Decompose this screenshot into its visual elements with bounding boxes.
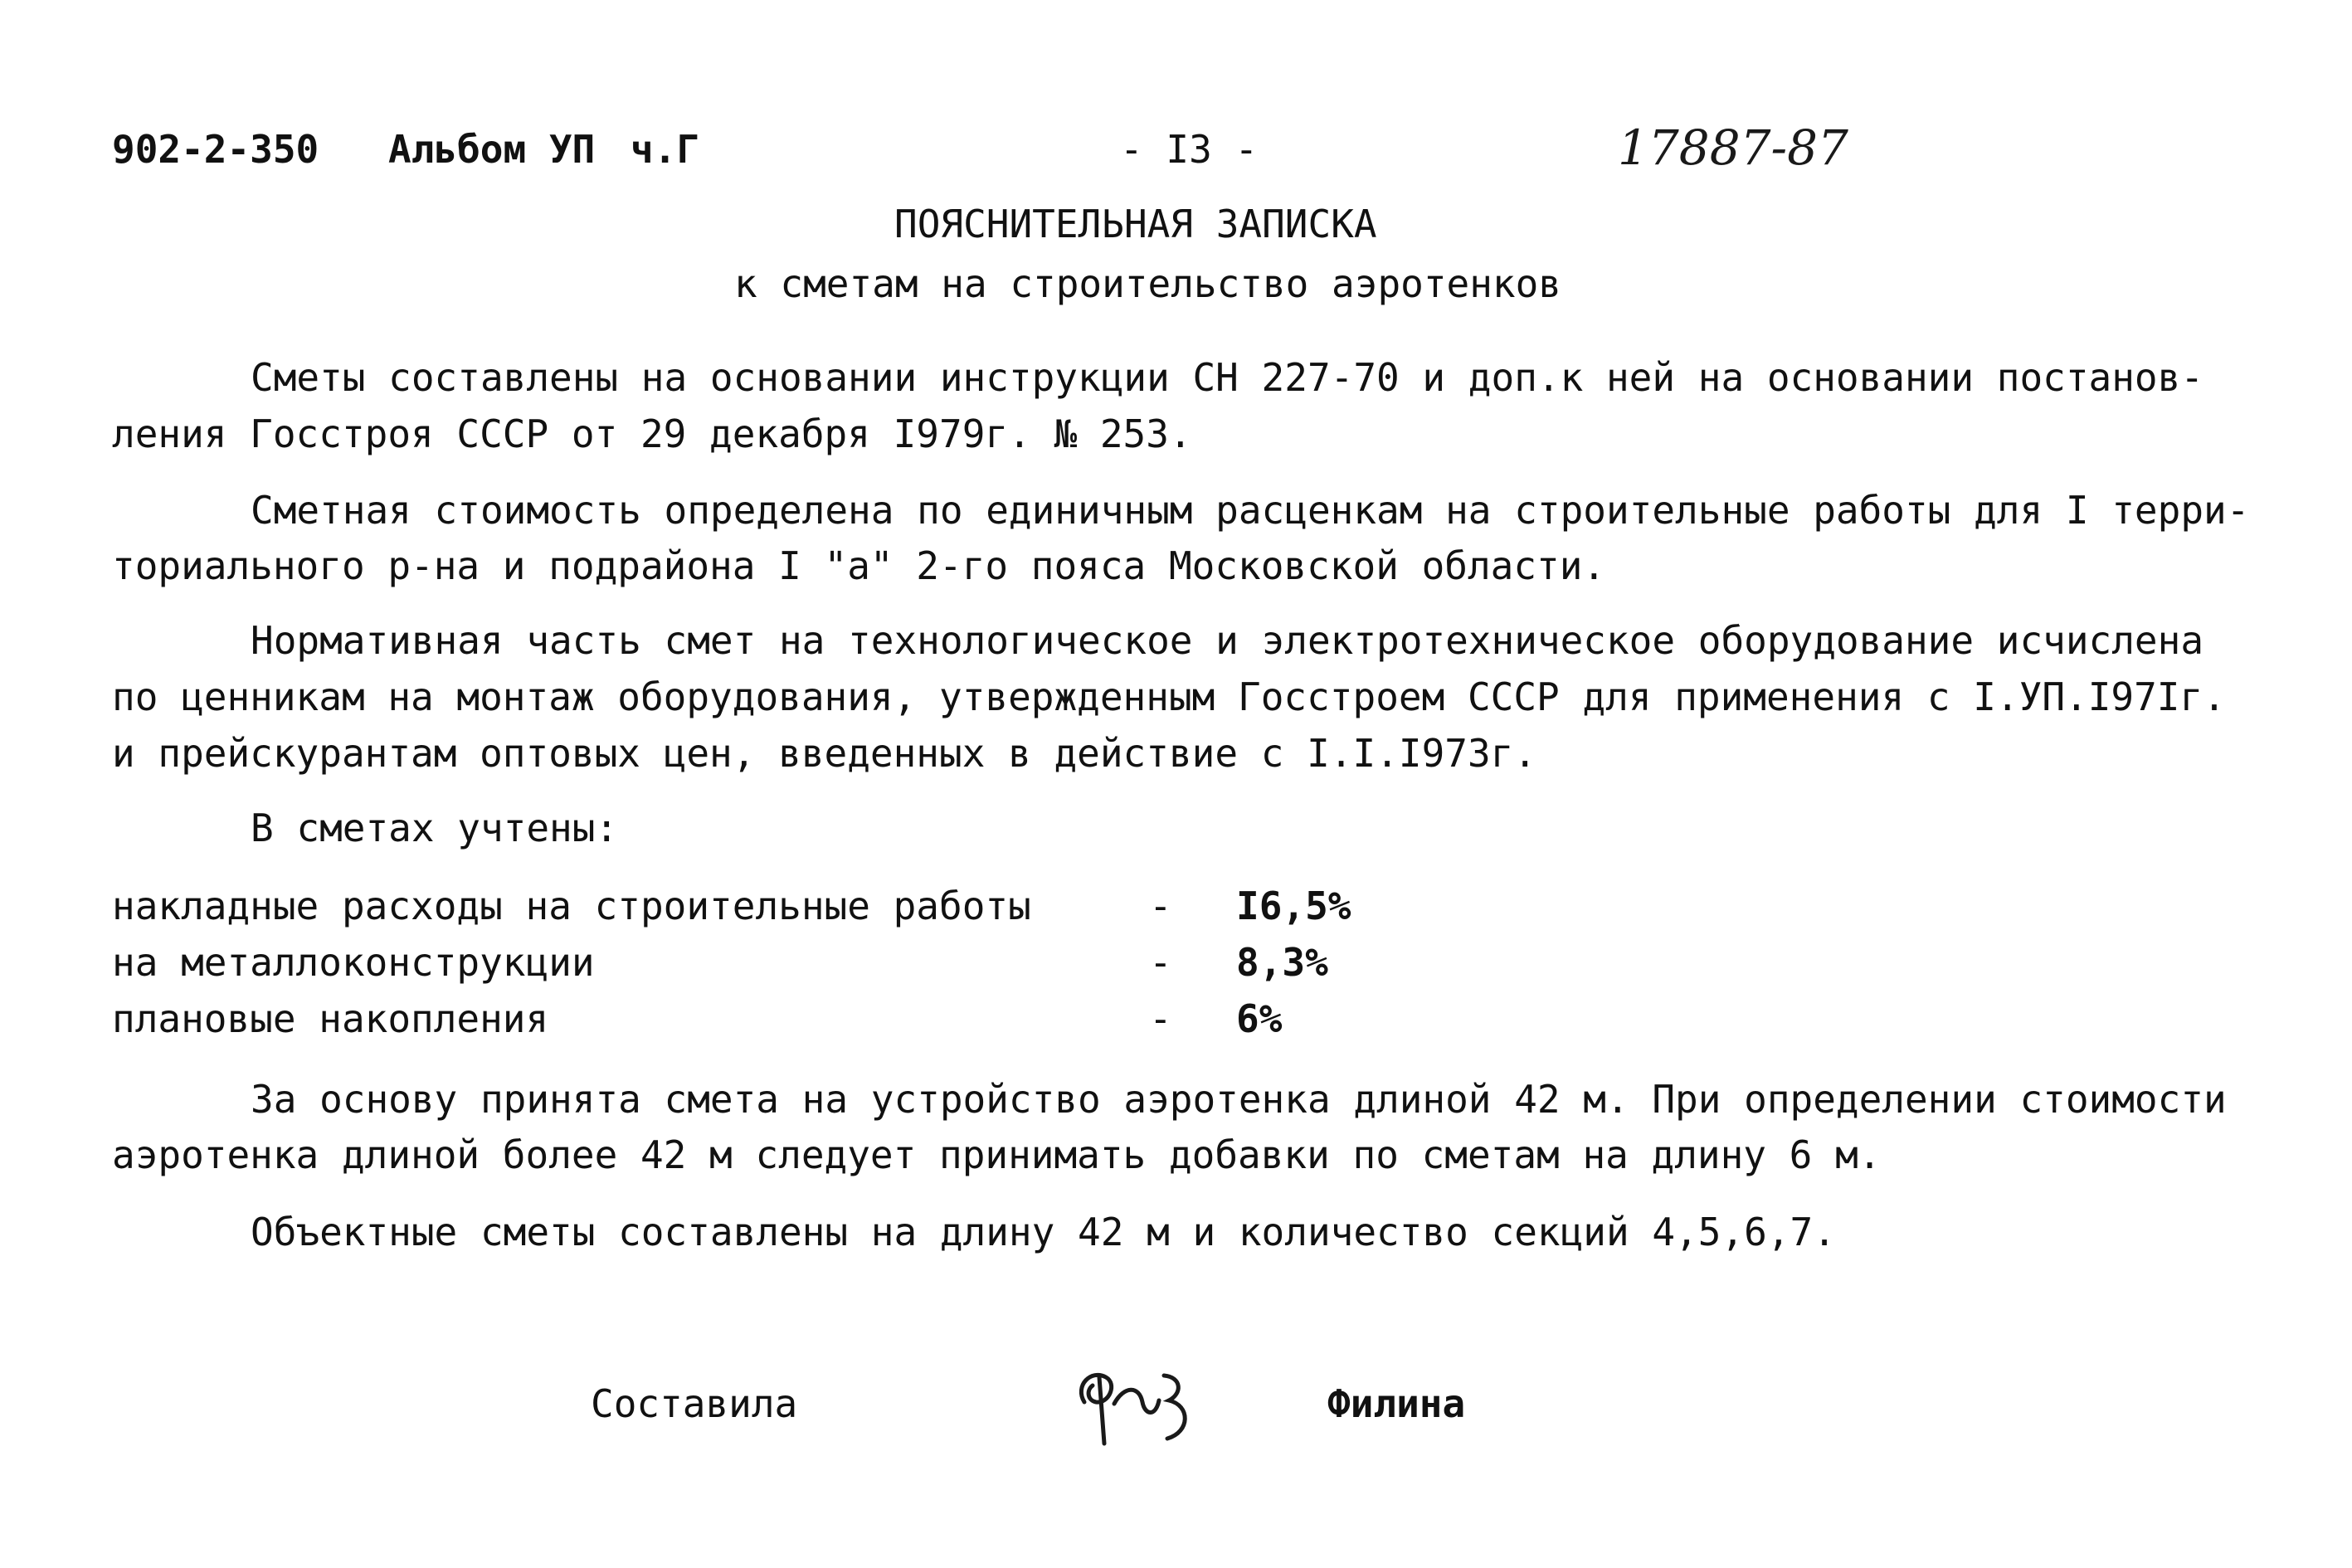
paragraph-5-line-1: Объектные сметы составлены на длину 42 м и количество секций 4,5,6,7.	[251, 1210, 1836, 1254]
list-item-value: 8,3%	[1236, 940, 1328, 985]
list-item-dash: -	[1149, 940, 1172, 985]
paragraph-2-line-1: Сметная стоимость определена по единичным расценкам на строительные работы для I терри-	[251, 488, 2250, 533]
paragraph-3-line-3: и прейскурантам оптовых цен, введенных в действие с I.I.I973г.	[112, 731, 1537, 776]
list-item-value: I6,5%	[1236, 884, 1351, 928]
document-title: ПОЯСНИТЕЛЬНАЯ ЗАПИСКА	[894, 202, 1377, 246]
paragraph-4-line-1: За основу принята смета на устройство аэротенка длиной 42 м. При определении стоимости	[251, 1077, 2227, 1122]
accounted-intro: В сметах учтены:	[251, 806, 619, 850]
paragraph-4-line-2: аэротенка длиной более 42 м следует принимать добавки по сметам на длину 6 м.	[112, 1132, 1882, 1177]
handwritten-number: 17887-87	[1618, 119, 1848, 176]
signature-icon	[1066, 1352, 1207, 1452]
part-label: ч.Г	[631, 127, 700, 172]
signoff-name: Филина	[1327, 1381, 1466, 1426]
paragraph-3-line-1: Нормативная часть смет на технологическое и электротехническое оборудование исчислена	[251, 618, 2204, 663]
list-item-dash: -	[1149, 884, 1172, 928]
album-label: Альбом УП	[388, 127, 596, 172]
signoff-label: Составила	[591, 1381, 798, 1426]
page-number: - I3 -	[1120, 127, 1259, 172]
paragraph-1-line-2: ления Госстроя СССР от 29 декабря I979г. № 253.	[112, 411, 1192, 456]
paragraph-2-line-2: ториального р-на и подрайона I "а" 2-го пояса Московской области.	[112, 543, 1606, 588]
paragraph-3-line-2: по ценникам на монтаж оборудования, утвержденным Госстроем СССР для применения с I.УП.I97Iг.	[112, 674, 2226, 719]
document-code: 902-2-350	[112, 127, 319, 172]
list-item-label: на металлоконструкции	[112, 940, 595, 985]
list-item-label: накладные расходы на строительные работы	[112, 884, 1031, 928]
list-item-value: 6%	[1236, 996, 1283, 1041]
document-subtitle: к сметам на строительство аэротенков	[734, 261, 1561, 306]
list-item-dash: -	[1149, 996, 1172, 1041]
paragraph-1-line-1: Сметы составлены на основании инструкции СН 227-70 и доп.к ней на основании постанов-	[251, 355, 2204, 400]
list-item-label: плановые накопления	[112, 996, 549, 1041]
